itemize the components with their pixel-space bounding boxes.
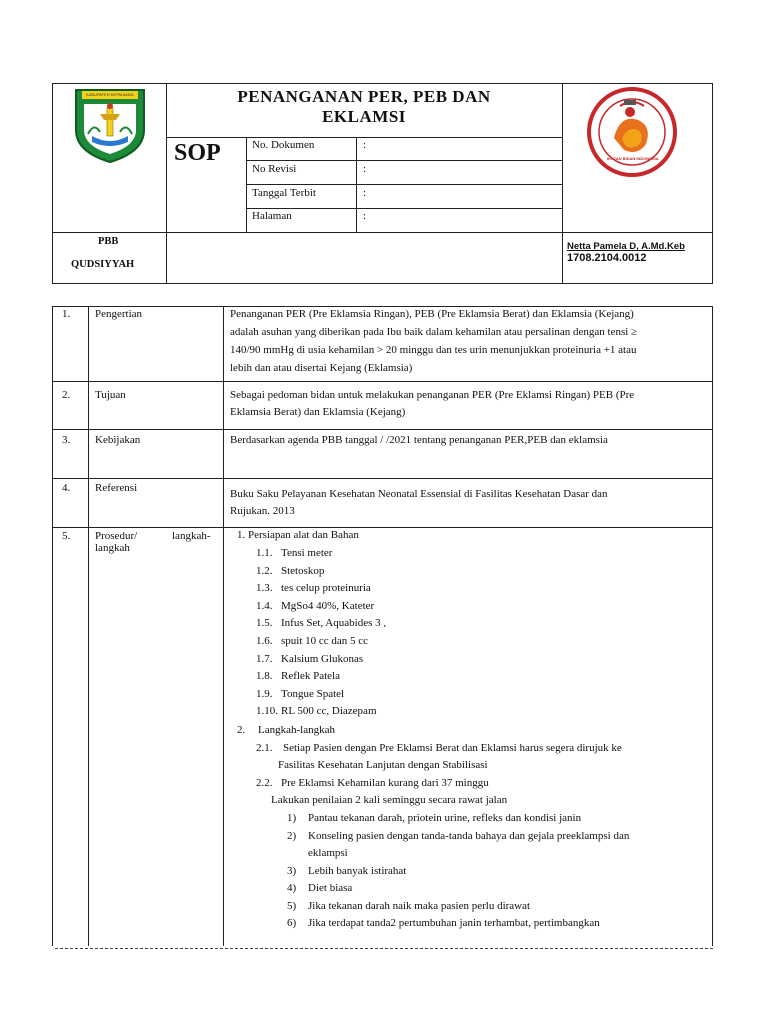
row-text-line: 140/90 mmHg di usia kehamilan > 20 minggu dan tes urin menunjukkan proteinuria +1 atau (230, 344, 637, 356)
list-item-text: Jika tekanan darah naik maka pasien perlu dirawat (308, 900, 531, 912)
list-item-number: 3) (287, 865, 297, 877)
procedure-subsection-text: Fasilitas Kesehatan Lanjutan dengan Stabilisasi (278, 759, 488, 771)
row-text-line: Rujukan. 2013 (230, 505, 295, 517)
signer-name: Netta Pamela D, A.Md.Keb (567, 241, 685, 252)
list-item-text: Infus Set, Aquabides 3 , (281, 617, 387, 629)
org-line1: PBB (98, 236, 119, 247)
list-item-text: Reflek Patela (281, 670, 340, 682)
row-number: 4. (62, 482, 71, 494)
kabupaten-logo-text: KABUPATEN KEPAHIANG (86, 92, 134, 97)
procedure-section-title: 1. Persiapan alat dan Bahan (237, 529, 359, 541)
field-label-no-revisi: No Revisi (252, 163, 297, 175)
row-label-prosedur: Prosedur/ (95, 530, 138, 542)
list-item-number: 1.7. (256, 653, 273, 665)
document-title-line2: EKLAMSI (322, 107, 406, 126)
list-item-text: Pantau tekanan darah, priotein urine, refleks dan kondisi janin (308, 812, 582, 824)
row-text-line: adalah asuhan yang diberikan pada Ibu baik dalam kehamilan atau persalinan dengan tensi ≥ (230, 326, 638, 338)
list-item-text: MgSo4 40%, Kateter (281, 600, 375, 612)
list-item-text: RL 500 cc, Diazepam (281, 705, 377, 717)
list-item-text: spuit 10 cc dan 5 cc (281, 635, 369, 647)
procedure-subsection-note: Lakukan penilaian 2 kali seminggu secara rawat jalan (271, 794, 508, 806)
list-item-text: Jika terdapat tanda2 pertumbuhan janin terhambat, pertimbangkan (308, 917, 600, 929)
list-item-text: Lebih banyak istirahat (308, 865, 407, 877)
field-value-tanggal-terbit: : (363, 187, 367, 199)
field-value-no-dokumen: : (363, 139, 367, 151)
list-item-number: 1.5. (256, 617, 273, 629)
list-item-number: 2) (287, 830, 297, 842)
ibi-logo-text: IKATAN BIDAN INDONESIA (607, 156, 659, 161)
list-item-text: Konseling pasien dengan tanda-tanda bahaya dan gejala preeklampsi dan (308, 830, 630, 842)
list-item-text: Tensi meter (281, 547, 333, 559)
list-item-text: Stetoskop (281, 565, 325, 577)
row-text-line: Buku Saku Pelayanan Kesehatan Neonatal Essensial di Fasilitas Kesehatan Dasar dan (230, 488, 608, 500)
row-text-line: Eklamsia Berat) dan Eklamsia (Kejang) (230, 406, 406, 418)
list-item-number: 1.4. (256, 600, 273, 612)
list-item-number: 1.6. (256, 635, 273, 647)
document-title-line1: PENANGANAN PER, PEB DAN (237, 87, 491, 106)
row-label-tujuan: Tujuan (95, 389, 126, 401)
row-number: 3. (62, 434, 71, 446)
row-label-prosedur: langkah- (172, 530, 211, 542)
signer-id: 1708.2104.0012 (567, 252, 647, 264)
row-label-referensi: Referensi (95, 482, 138, 494)
field-value-no-revisi: : (363, 163, 367, 175)
row-text-line: Berdasarkan agenda PBB tanggal / /2021 tentang penanganan PER,PEB dan eklamsia (230, 434, 608, 446)
list-item-text: Diet biasa (308, 882, 353, 894)
row-number: 1. (62, 308, 71, 320)
list-item-number: 1.10. (256, 705, 278, 717)
row-label-pengertian: Pengertian (95, 308, 143, 320)
procedure-subsection-number: 2.2. (256, 777, 273, 789)
list-item-number: 1.9. (256, 688, 273, 700)
list-item-number: 1.1. (256, 547, 273, 559)
procedure-subsection-text: Setiap Pasien dengan Pre Eklamsi Berat dan Eklamsi harus segera dirujuk ke (283, 742, 622, 754)
list-item-text: Tongue Spatel (281, 688, 345, 700)
row-text-line: Sebagai pedoman bidan untuk melakukan penanganan PER (Pre Eklamsi Ringan) PEB (Pre (230, 389, 635, 401)
row-number: 2. (62, 389, 71, 401)
procedure-subsection-title: Pre Eklamsi Kehamilan kurang dari 37 minggu (281, 777, 489, 789)
list-item-number: 1) (287, 812, 297, 824)
row-label-prosedur: langkah (95, 542, 130, 554)
list-item-number: 1.3. (256, 582, 273, 594)
row-text-line: Penanganan PER (Pre Eklamsia Ringan), PEB (Pre Eklamsia Berat) dan Eklamsia (Kejang) (230, 308, 634, 320)
list-item-text: eklampsi (308, 847, 348, 859)
row-number: 5. (62, 530, 71, 542)
kabupaten-logo (70, 86, 150, 164)
row-label-kebijakan: Kebijakan (95, 434, 141, 446)
list-item-number: 5) (287, 900, 297, 912)
row-text-line: lebih dan atau disertai Kejang (Eklamsia) (230, 362, 413, 374)
org-line2: QUDSIYYAH (71, 259, 135, 270)
list-item-text: tes celup proteinuria (281, 582, 371, 594)
ibi-logo (586, 86, 678, 178)
sop-label: SOP (174, 140, 221, 166)
list-item-number: 6) (287, 917, 297, 929)
procedure-section-title: Langkah-langkah (258, 724, 335, 736)
list-item-number: 4) (287, 882, 297, 894)
procedure-subsection-number: 2.1. (256, 742, 273, 754)
page-break-divider (55, 948, 713, 949)
field-value-halaman: : (363, 210, 367, 222)
field-label-no-dokumen: No. Dokumen (252, 139, 315, 151)
list-item-number: 1.2. (256, 565, 273, 577)
procedure-section-number: 2. (237, 724, 246, 736)
list-item-text: Kalsium Glukonas (281, 653, 364, 665)
field-label-halaman: Halaman (252, 210, 292, 222)
list-item-number: 1.8. (256, 670, 273, 682)
field-label-tanggal-terbit: Tanggal Terbit (252, 187, 316, 199)
